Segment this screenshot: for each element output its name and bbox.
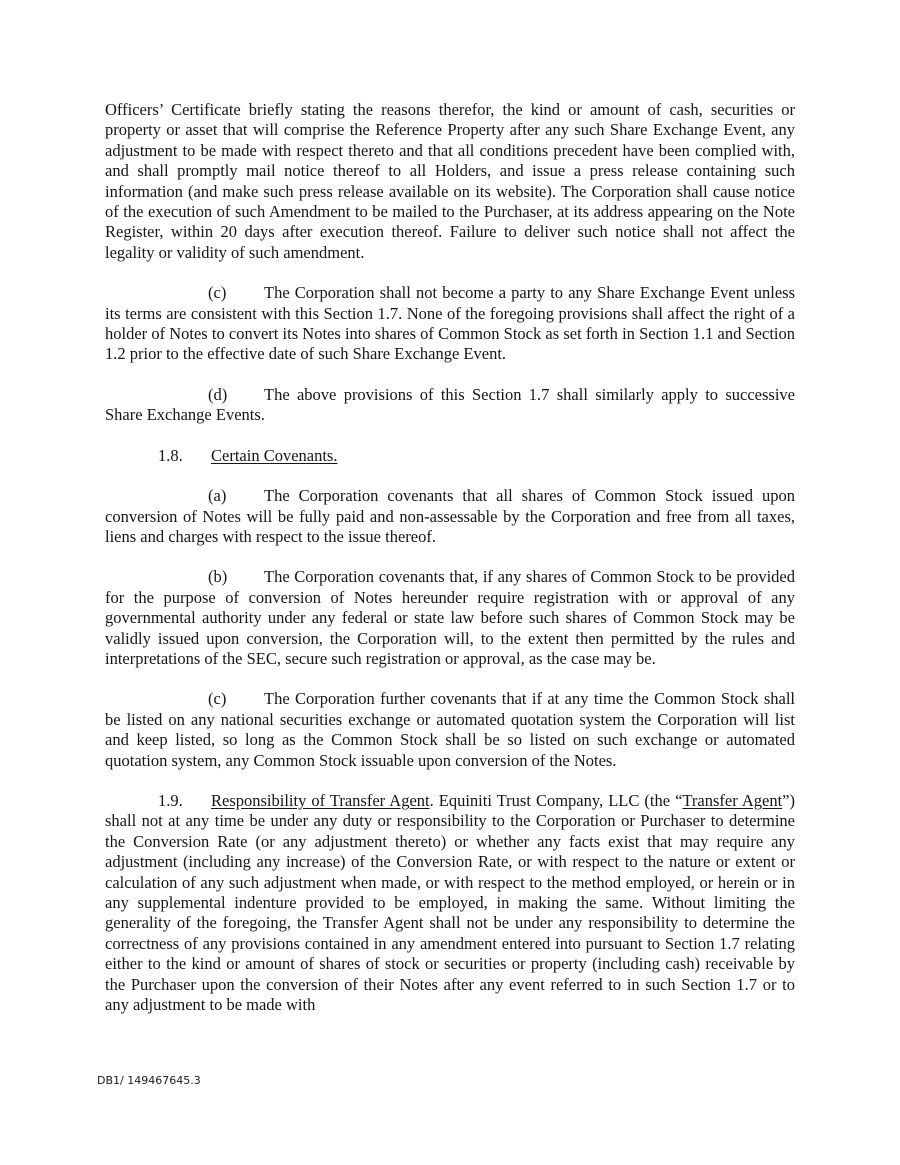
text-run: Officers’ Certificate briefly stating the reasons therefor, the kind or amount of cash, securities or property or asset that will comprise the Reference Property after any such Share Exchange Event, any adjustment to be made with respect thereto and that all conditions precedent have been complied with, and shall promptly mail notice thereof to all Holders, and issue a press release containing such information (and make such press release available on its website). The Corporation shall cause notice of the execution of such Amendment to be mailed to the Purchaser, at its address appearing on the Note Register, within 20 days after execution thereof. Failure to deliver such notice shall not affect the legality or validity of such amendment. [105, 100, 795, 262]
text-run: . Equiniti Trust Company, LLC (the “ [429, 790, 683, 810]
paragraph-number-label: (c) [208, 689, 227, 709]
paragraph-1-7-d [105, 385, 795, 426]
text-run: The Corporation covenants that all shares of Common Stock issued upon conversion of Notes will be fully paid and non-assessable by the Corporation and free from all taxes, liens and charges with respect to the issue thereof. [105, 486, 795, 546]
underlined-text-run: Certain Covenants. [211, 445, 338, 465]
paragraph-amendment-notice [105, 100, 795, 263]
heading-section-1-8 [105, 446, 795, 466]
text-run: The Corporation further covenants that if at any time the Common Stock shall be listed on any national securities exchange or automated quotation system the Corporation will list and keep listed, so long as the Common Stock shall be so listed on such exchange or automated quotation system, any Common Stock issuable upon conversion of the Notes. [105, 689, 795, 770]
text-run: ”) shall not at any time be under any duty or responsibility to the Corporation or Purchaser to determine the Conversion Rate (or any adjustment thereto) or whether any facts exist that may require any adjustment (including any increase) of the Conversion Rate, or with respect to the nature or extent or calculation of any such adjustment when made, or with respect to the method employed, or herein or in any supplemental indenture provided to be employed, in making the same. Without limiting the generality of the foregoing, the Transfer Agent shall not be under any responsibility to determine the correctness of any provisions contained in any amendment entered into pursuant to Section 1.7 relating either to the kind or amount of shares of stock or securities or property (including cash) receivable by the Purchaser upon the conversion of their Notes after any event referred to in such Section 1.7 or to any adjustment to be made with [105, 790, 795, 1015]
underlined-text-run: Responsibility of Transfer Agent [211, 790, 430, 810]
paragraph-number-label: (d) [208, 384, 228, 404]
underlined-text-run: Transfer Agent [682, 790, 783, 810]
paragraph-1-8-b [105, 567, 795, 669]
paragraph-1-8-c [105, 689, 795, 771]
paragraph-1-8-a [105, 486, 795, 547]
paragraph-number-label: (c) [208, 283, 227, 303]
document-footer-id: DB1/ 149467645.3 [97, 1074, 201, 1087]
text-run: The Corporation shall not become a party to any Share Exchange Event unless its terms are consistent with this Section 1.7. None of the foregoing provisions shall affect the right of a holder of Notes to convert its Notes into shares of Common Stock as set forth in Section 1.1 and Section 1.2 prior to the effective date of such Share Exchange Event. [105, 283, 795, 364]
paragraph-number-label: (b) [208, 567, 228, 587]
paragraph-number-label: 1.9. [158, 790, 183, 810]
paragraph-number-label: (a) [208, 486, 227, 506]
paragraph-1-7-c [105, 283, 795, 365]
text-run: The above provisions of this Section 1.7 shall similarly apply to successive Share Exchange Events. [105, 384, 795, 425]
text-run: The Corporation covenants that, if any shares of Common Stock to be provided for the purpose of conversion of Notes hereunder require registration with or approval of any governmental authority under any federal or state law before such shares of Common Stock may be validly issued upon conversion, the Corporation will, to the extent then permitted by the rules and interpretations of the SEC, secure such registration or approval, as the case may be. [105, 567, 795, 668]
paragraph-number-label: 1.8. [158, 445, 183, 465]
document-body [105, 100, 795, 1015]
paragraph-section-1-9 [105, 791, 795, 1015]
